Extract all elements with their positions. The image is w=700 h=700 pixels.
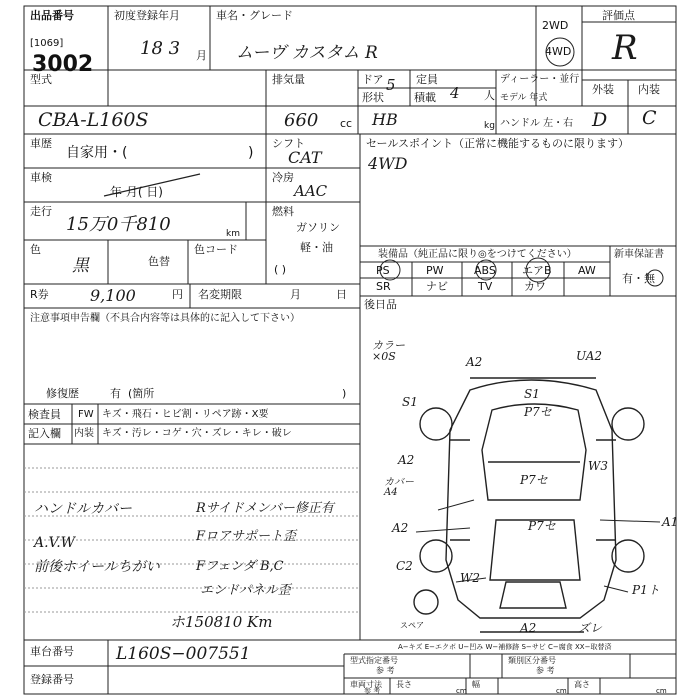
inspector-fw: FW: [78, 409, 94, 420]
remark-line4-right: エンドパネル歪: [200, 583, 291, 598]
diagram-mark-8: カバー A4: [384, 477, 414, 498]
recycle-unit: 円: [172, 288, 183, 301]
diagram-mark-16: ズレ: [578, 621, 603, 635]
equip-item-ps: PS: [376, 264, 390, 277]
diagram-mark-13: W2: [460, 571, 480, 585]
reg-value: 18 3: [140, 38, 181, 59]
size-length: 長さ: [396, 680, 412, 689]
remark-line2-right: Fロアサポート歪: [196, 529, 297, 544]
inspector-interior: 内装: [74, 428, 94, 439]
equip-item-tv: TV: [478, 280, 493, 293]
name-label: 車名・グレード: [216, 9, 293, 22]
diagram-mark-14: P1ト: [632, 583, 660, 597]
repair-value: 有: [110, 387, 121, 400]
equip-item-airbag: エアB: [522, 264, 552, 277]
inspect-value: 年 月( 日): [110, 185, 163, 199]
reg-label: 初度登録年月: [114, 9, 180, 22]
shift-label: シフト: [272, 137, 305, 150]
ac-label: 冷房: [272, 171, 294, 184]
remark-line3-left: 前後ホイールちがい: [34, 559, 160, 575]
name-value: ムーヴ カスタム R: [236, 43, 378, 63]
chassis-label: 車台番号: [30, 645, 74, 658]
history-label: 車歴: [30, 137, 52, 150]
diagram-mark-10: P7セ: [528, 519, 556, 533]
door-value: 5: [386, 76, 396, 94]
sales-label: セールスポイント（正常に機能するものに限ります）: [366, 137, 630, 150]
repair-label: 修復歴: [46, 387, 79, 400]
ext-label: 外装: [592, 83, 614, 96]
inspect-label: 車検: [30, 171, 52, 184]
size-width: 幅: [472, 680, 480, 689]
lot-sub: [1069]: [30, 38, 64, 49]
size-ref: 参 考: [364, 687, 381, 695]
name-change-day: 日: [336, 288, 347, 301]
door-label: ドア: [362, 73, 384, 86]
size-cm-3: cm: [656, 687, 667, 695]
ext-value: D: [592, 109, 608, 131]
type-number-label: 型式指定番号: [350, 656, 398, 665]
reg-unit: 月: [196, 49, 207, 62]
diagram-mark-0: A2: [466, 355, 483, 369]
diagram-mark-5: A2: [398, 453, 415, 467]
fuel-paren: ( ): [274, 263, 287, 276]
repair-close: ): [342, 387, 347, 400]
fuel-label: 燃料: [272, 205, 294, 218]
int-value: C: [642, 107, 657, 129]
fuel-options2: 軽・油: [300, 241, 333, 254]
diagram-mark-11: A1: [662, 515, 679, 529]
cap-label: 定員: [416, 73, 438, 86]
class-number-ref: 参 考: [536, 666, 555, 675]
recycle-label: R券: [30, 288, 49, 301]
size-label: 車両寸法: [350, 680, 382, 689]
color-value: 黒: [72, 256, 89, 276]
remark-line1-right: Rサイドメンバー修正有: [196, 501, 334, 516]
equip-item-pw: PW: [426, 264, 444, 277]
diagram-mark-15: A2: [520, 621, 537, 635]
size-cm-1: cm: [456, 687, 467, 695]
equip-item-aw: AW: [578, 264, 596, 277]
name-change-month: 月: [290, 288, 301, 301]
inspector-fw-items: キズ・飛石・ヒビ割・リペア跡・X要: [102, 409, 269, 420]
shape-value: HB: [372, 110, 398, 129]
dealer-label: ディーラー・並行: [500, 74, 580, 85]
notes-label: 注意事項申告欄（不具合内容等は具体的に記入して下さい）: [30, 313, 300, 324]
equip-item-leather: カワ: [524, 280, 546, 293]
cap-unit: 人: [484, 89, 495, 102]
inspector-label1: 検査員: [28, 408, 61, 421]
load-unit: kg: [484, 121, 495, 131]
remark-line2-left: A.V.W: [34, 535, 76, 551]
class-number-label: 類別区分番号: [508, 656, 556, 665]
model-year-label: モデル 年式: [500, 93, 548, 103]
handle-label: ハンドル 左・右: [500, 118, 574, 129]
name-change-label: 名変期限: [198, 288, 242, 301]
drive-4wd: 4WD: [545, 45, 572, 58]
remark-mileage-note: ホ150810 Km: [170, 613, 273, 631]
aftermarket-label: 後日品: [364, 298, 397, 311]
diagram-mark-3: S1: [524, 387, 540, 401]
diagram-mark-2: S1: [402, 395, 418, 409]
mileage-label: 走行: [30, 205, 52, 218]
repair-extra: (箇所: [128, 387, 155, 400]
drive-2wd: 2WD: [542, 19, 569, 32]
remark-line3-right: Fフェンダ B,C: [196, 559, 284, 574]
mileage-unit: km: [226, 229, 240, 239]
reg-number-label: 登録番号: [30, 673, 74, 686]
history-value: 自家用・(: [66, 145, 128, 161]
shift-value: CAT: [288, 148, 322, 167]
recycle-value: 9,100: [90, 286, 136, 305]
diagram-mark-1: UA2: [576, 349, 603, 363]
equipment-label: 装備品（純正品に限り◎をつけてください）: [378, 249, 577, 260]
sales-value: 4WD: [368, 154, 408, 173]
diagram-mark-4: P7セ: [524, 405, 552, 419]
diagram-mark-6: W3: [588, 459, 608, 473]
chassis-value: L160S−007551: [116, 644, 251, 664]
lot-number: 3002: [32, 52, 94, 77]
fuel-options: ガソリン: [296, 221, 340, 234]
load-label: 積載: [414, 91, 436, 104]
shape-label: 形状: [362, 91, 384, 104]
diagram-mark-12: C2: [396, 559, 413, 573]
remark-line1-left: ハンドルカバー: [34, 501, 132, 517]
cap-value: 4: [450, 84, 460, 102]
diagram-spare-label: スペア: [400, 621, 424, 630]
disp-label: 排気量: [272, 73, 305, 86]
diagram-legend: A−キズ E−エクボ U−凹み W−補修跡 S−サビ C−腐食 XX−取替済: [398, 643, 612, 651]
diagram-mark-9: A2: [392, 521, 409, 535]
color-code-label: 色コード: [194, 243, 238, 256]
model-value: CBA-L160S: [38, 109, 149, 131]
ac-value: AAC: [294, 182, 328, 200]
color-change-label: 色替: [148, 255, 170, 268]
warranty-label: 新車保証書: [614, 249, 664, 260]
diagram-color-note: カラー ×0S: [372, 339, 405, 363]
equip-item-sr: SR: [376, 280, 391, 293]
history-close: ): [248, 145, 254, 161]
lot-label: 出品番号: [30, 9, 74, 22]
grade-value: R: [612, 28, 638, 68]
model-label: 型式: [30, 73, 52, 86]
size-height: 高さ: [574, 680, 590, 689]
inspector-int-items: キズ・汚レ・コゲ・穴・ズレ・キレ・破レ: [102, 428, 292, 439]
color-label: 色: [30, 243, 41, 256]
mileage-value: 15万0千810: [66, 214, 171, 235]
warranty-value: 有・無: [622, 272, 655, 285]
diagram-mark-7: P7セ: [520, 473, 548, 487]
int-label: 内装: [638, 83, 660, 96]
equip-item-abs: ABS: [474, 264, 496, 277]
inspector-label2: 記入欄: [28, 427, 61, 440]
disp-unit: cc: [340, 117, 353, 130]
grade-label: 評価点: [602, 9, 635, 22]
type-number-ref: 参 考: [376, 666, 395, 675]
size-cm-2: cm: [556, 687, 567, 695]
disp-value: 660: [284, 110, 319, 131]
equip-item-navi: ナビ: [426, 280, 448, 293]
